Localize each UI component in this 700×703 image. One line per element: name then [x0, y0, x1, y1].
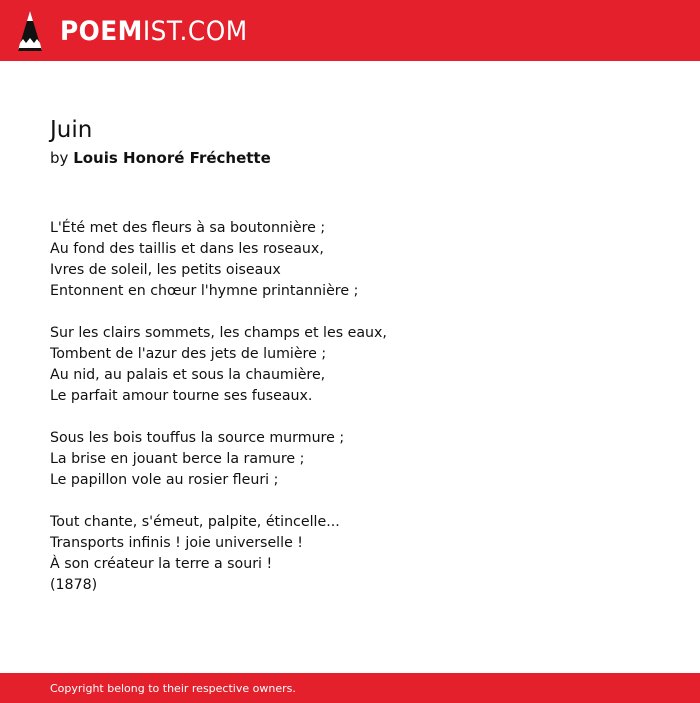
- author-name: Louis Honoré Fréchette: [73, 149, 271, 167]
- poem-date: (1878): [50, 577, 98, 593]
- poem-line: Le parfait amour tourne ses fuseaux.: [50, 388, 313, 404]
- poem-body: [50, 218, 670, 596]
- site-header: [0, 0, 700, 61]
- poem-line: À son créateur la terre a souri !: [50, 556, 273, 572]
- poem-line: Au fond des taillis et dans les roseaux,: [50, 241, 324, 257]
- brand-bold-text: POEM: [60, 15, 143, 47]
- poem-line: Tombent de l'azur des jets de lumière ;: [50, 346, 327, 362]
- poem-line: L'Été met des fleurs à sa boutonnière ;: [50, 220, 326, 236]
- by-label: by: [50, 149, 69, 167]
- poem-byline: [50, 147, 670, 169]
- poem-line: Tout chante, s'émeut, palpite, étincelle...: [50, 514, 340, 530]
- poem-line: Le papillon vole au rosier fleuri ;: [50, 472, 279, 488]
- poem-title: Juin: [50, 117, 93, 143]
- home-logo-link[interactable]: [17, 9, 264, 53]
- brand-light-text: IST.COM: [142, 15, 248, 47]
- poem-header: [50, 114, 670, 169]
- poem-line: Sur les clairs sommets, les champs et les eaux,: [50, 325, 387, 341]
- stanza-1: [50, 218, 670, 302]
- poem-line: Ivres de soleil, les petits oiseaux: [50, 262, 281, 278]
- poem-line: La brise en jouant berce la ramure ;: [50, 451, 305, 467]
- poem-line: Entonnent en chœur l'hymne printannière ;: [50, 283, 359, 299]
- poem-line: Transports infinis ! joie universelle !: [50, 535, 303, 551]
- pencil-tip-icon: [17, 10, 43, 52]
- stanza-4: [50, 512, 670, 596]
- copyright-notice: Copyright belong to their respective owners.: [50, 682, 296, 695]
- site-footer: [0, 673, 700, 703]
- poem-line: Au nid, au palais et sous la chaumière,: [50, 367, 326, 383]
- site-brand-name: [60, 15, 248, 47]
- poem-line: Sous les bois touffus la source murmure ;: [50, 430, 345, 446]
- stanza-3: [50, 428, 670, 491]
- stanza-2: [50, 323, 670, 407]
